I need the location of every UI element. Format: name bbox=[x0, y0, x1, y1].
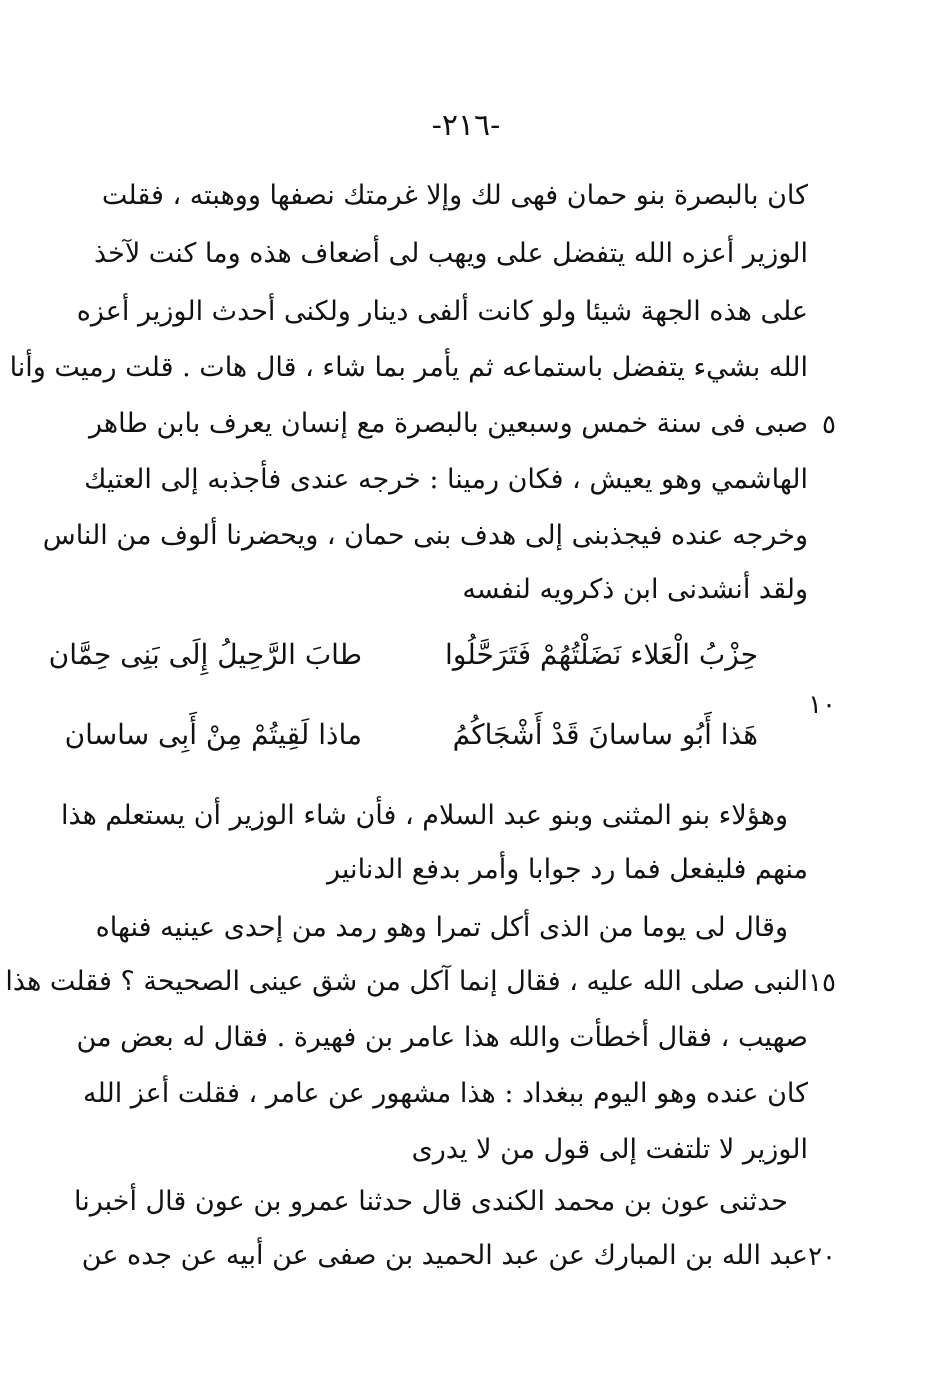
text-line: وقال لى يوما من الذى أكل تمرا وهو رمد من إحدى عينيه فنهاه bbox=[95, 912, 788, 943]
verse-hemistich: طابَ الرَّحِيلُ إِلَى بَنِى حِمَّان bbox=[48, 638, 362, 671]
text-line: الله بشيء يتفضل باستماعه ثم يأمر بما شاء ، قال هات . قلت رميت وأنا bbox=[9, 352, 808, 383]
text-line: منهم فليفعل فما رد جوابا وأمر بدفع الدنانير bbox=[327, 854, 808, 885]
text-line: وهؤلاء بنو المثنى وبنو عبد السلام ، فأن شاء الوزير أن يستعلم هذا bbox=[60, 800, 788, 831]
text-line: كان عنده وهو اليوم ببغداد : هذا مشهور عن عامر ، فقلت أعز الله bbox=[83, 1078, 808, 1109]
verse-hemistich: حِزْبُ الْعَلاء نَضَلْتُهُمْ فَتَرَحَّلُوا bbox=[445, 638, 758, 671]
text-line: صهيب ، فقال أخطأت والله هذا عامر بن فهيرة . فقال له بعض من bbox=[76, 1022, 808, 1053]
text-line: الهاشمي وهو يعيش ، فكان رمينا : خرجه عندى فأجذبه إلى العتيك bbox=[84, 464, 808, 495]
margin-number: ٢٠ bbox=[808, 1242, 836, 1272]
margin-number: ١٠ bbox=[808, 690, 836, 720]
margin-number: ٥ bbox=[822, 410, 836, 440]
text-line: صبى فى سنة خمس وسبعين بالبصرة مع إنسان يعرف بابن طاهر bbox=[89, 408, 808, 439]
text-line: كان بالبصرة بنو حمان فهى لك وإلا غرمتك نصفها ووهبته ، فقلت bbox=[101, 180, 808, 211]
text-line: وخرجه عنده فيجذبنى إلى هدف بنى حمان ، ويحضرنا ألوف من الناس bbox=[42, 520, 808, 551]
text-line: على هذه الجهة شيئا ولو كانت ألفى دينار ولكنى أحدث الوزير أعزه bbox=[76, 296, 808, 327]
verse-hemistich: هَذا أَبُو ساسانَ قَدْ أَشْجَاكُمُ bbox=[452, 718, 758, 751]
page-number: -٢١٦- bbox=[431, 108, 501, 143]
verse-hemistich: ماذا لَقِيتُمْ مِنْ أَبِى ساسان bbox=[64, 718, 362, 751]
text-line: عبد الله بن المبارك عن عبد الحميد بن صفى عن أبيه عن جده عن bbox=[81, 1240, 808, 1271]
text-line: ولقد أنشدنى ابن ذكرويه لنفسه bbox=[462, 574, 808, 605]
text-line: الوزير لا تلتفت إلى قول من لا يدرى bbox=[411, 1134, 808, 1165]
text-line: النبى صلى الله عليه ، فقال إنما آكل من شق عينى الصحيحة ؟ فقلت هذا bbox=[5, 966, 808, 997]
margin-number: ١٥ bbox=[808, 968, 836, 998]
text-line: الوزير أعزه الله يتفضل على ويهب لى أضعاف هذه وما كنت لآخذ bbox=[93, 238, 808, 269]
text-line: حدثنى عون بن محمد الكندى قال حدثنا عمرو بن عون قال أخبرنا bbox=[74, 1186, 788, 1217]
